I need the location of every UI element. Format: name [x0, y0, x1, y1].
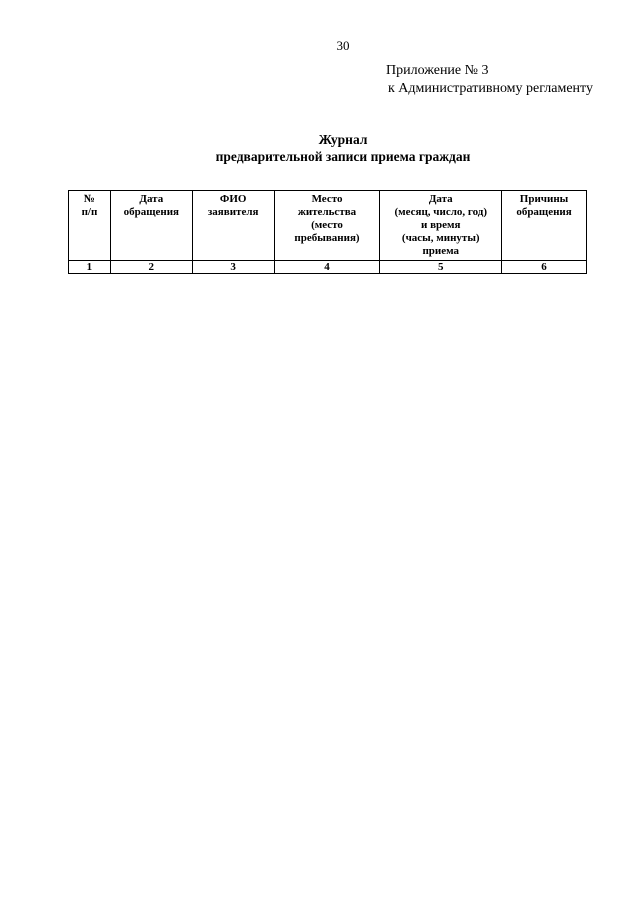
table-header-row [69, 191, 587, 261]
title-journal: Журнал [318, 132, 368, 147]
header-request-date: Дата обращения [110, 191, 192, 261]
document-title [0, 131, 640, 165]
header-number: № п/п [69, 191, 111, 261]
column-number-4: 4 [274, 261, 380, 274]
appendix-number: Приложение № 3 [386, 63, 489, 78]
appendix-regulation: к Административному регламенту [388, 81, 593, 96]
column-number-6: 6 [502, 261, 587, 274]
journal-table [68, 190, 587, 274]
page-number: 30 [336, 38, 350, 53]
header-request-reason: Причины обращения [502, 191, 587, 261]
column-number-2: 2 [110, 261, 192, 274]
header-residence: Место жительства (место пребывания) [274, 191, 380, 261]
header-appointment-datetime: Дата (месяц, число, год) и время (часы, минуты) приема [380, 191, 502, 261]
column-number-1: 1 [69, 261, 111, 274]
table-row [69, 261, 587, 274]
column-number-3: 3 [192, 261, 274, 274]
title-subtitle: предварительной записи приема граждан [215, 149, 471, 164]
appendix-reference [386, 62, 591, 98]
header-applicant-name: ФИО заявителя [192, 191, 274, 261]
column-number-5: 5 [380, 261, 502, 274]
